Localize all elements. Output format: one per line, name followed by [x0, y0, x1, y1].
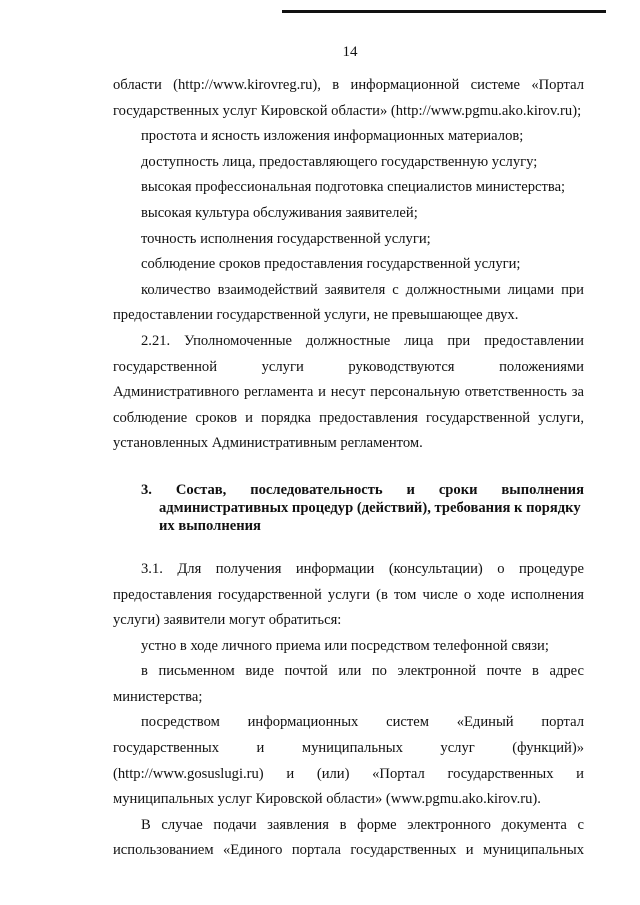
- paragraph: высокая профессиональная подготовка специалистов министерства;: [141, 179, 566, 196]
- section-heading-line: административных процедур (действий), требования к порядку: [159, 499, 581, 516]
- paragraph: области (http://www.kirovreg.ru), в информационной системе «Портал государственных услуг Кировской области» (http://www.pgmu.ako.kirov.ru);: [113, 77, 584, 119]
- top-rule: [282, 10, 606, 13]
- section-heading: [113, 481, 584, 535]
- paragraph: в письменном виде почтой или по электронной почте в адрес министерства;: [113, 663, 584, 705]
- paragraph: посредством информационных систем «Единый портал государственных и муниципальных услуг (функций)» (http://www.gosuslugi.ru) и (или) «Портал государственных и муниципальных услуг Кировской области» (www.pgmu.ako.kirov.ru).: [113, 714, 584, 808]
- page-number: 14: [342, 44, 358, 60]
- paragraph: точность исполнения государственной услуги;: [141, 230, 431, 247]
- paragraph: доступность лица, предоставляющего государственную услугу;: [141, 153, 538, 170]
- paragraph: простота и ясность изложения информационных материалов;: [141, 128, 524, 145]
- paragraph: 2.21. Уполномоченные должностные лица при предоставлении государственной услуги руководствуются положениями Административного регламента и несут персональную ответственность за соблюдение сроков и порядка предоставления государственной услуги, установленных Административным регламентом.: [113, 332, 584, 452]
- paragraph: устно в ходе личного приема или посредством телефонной связи;: [141, 637, 549, 654]
- paragraph: количество взаимодействий заявителя с должностными лицами при предоставлении государственной услуги, не превышающее двух.: [113, 281, 584, 324]
- paragraph: соблюдение сроков предоставления государственной услуги;: [141, 256, 521, 273]
- paragraph: В случае подачи заявления в форме электронного документа с использованием «Единого портала государственных и муниципальных: [113, 816, 584, 859]
- document-body: [113, 73, 584, 864]
- section-heading-line: 3. Состав, последовательность и сроки выполнения: [141, 481, 584, 498]
- paragraph: высокая культура обслуживания заявителей;: [141, 204, 418, 221]
- paragraph: 3.1. Для получения информации (консультации) о процедуре предоставления государственной услуги (в том числе о ходе исполнения услуги) заявители могут обратиться:: [113, 560, 584, 629]
- section-heading-line: их выполнения: [159, 517, 261, 534]
